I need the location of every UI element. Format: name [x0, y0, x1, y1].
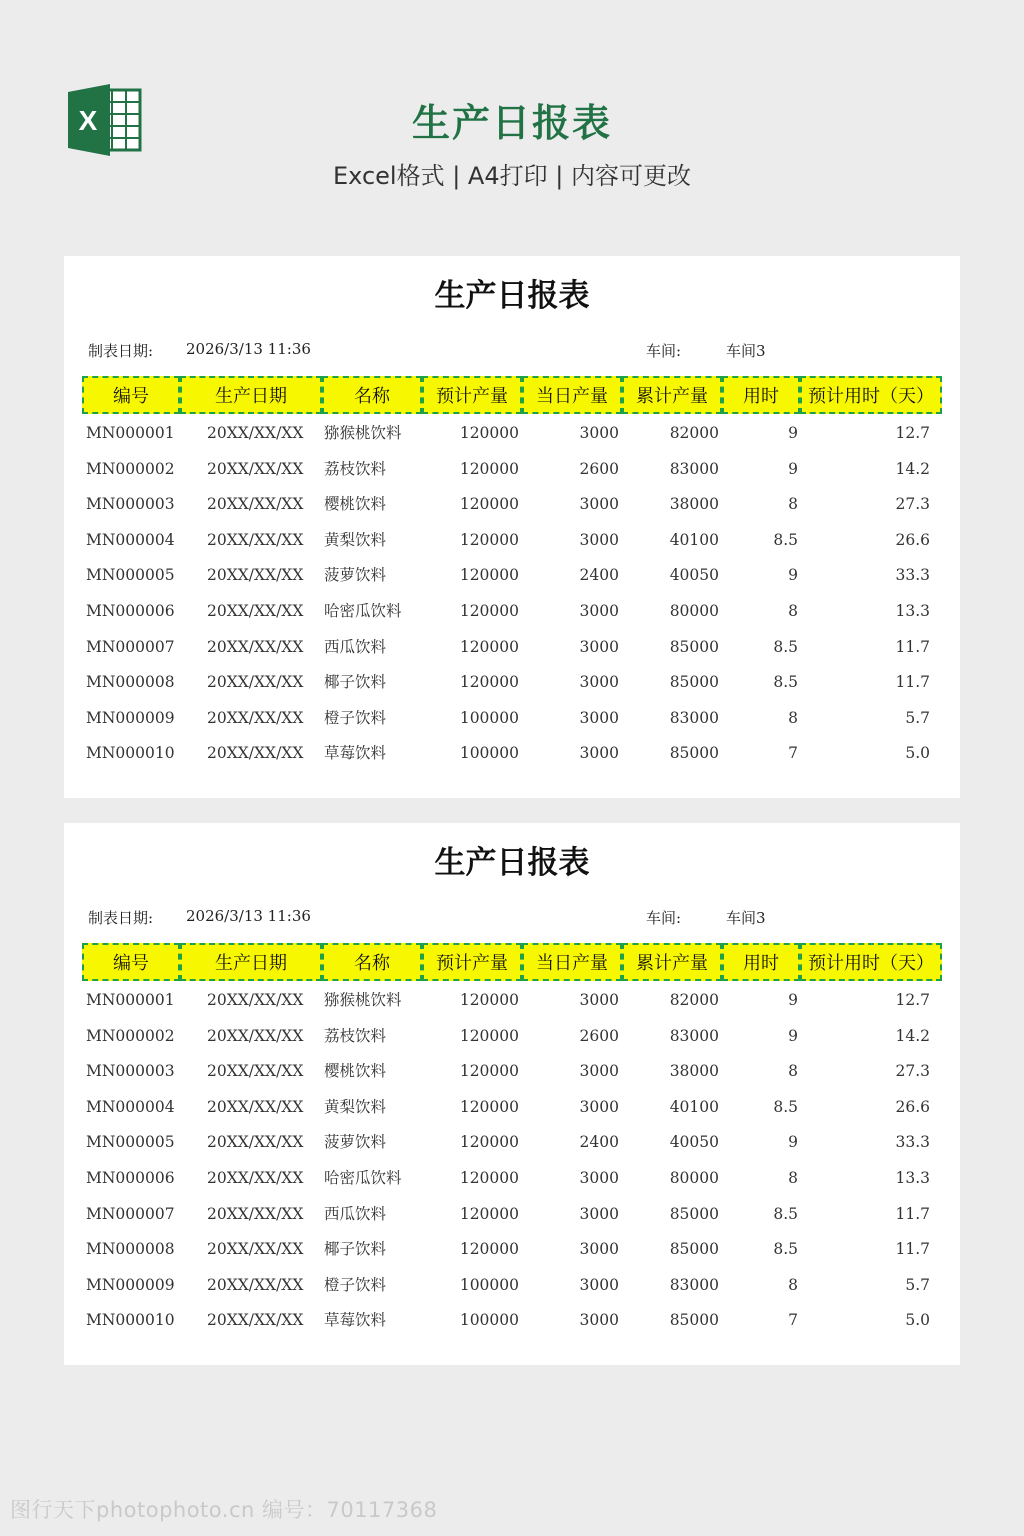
- row-hours: 8: [788, 1062, 798, 1081]
- row-daily-output: 3000: [579, 1097, 619, 1116]
- row-cumulative-output: 40050: [669, 1133, 719, 1152]
- row-production-date: 20XX/XX/XX: [207, 566, 304, 585]
- svg-text:X: X: [78, 105, 98, 136]
- table-row: [64, 452, 960, 488]
- row-production-date: 20XX/XX/XX: [207, 991, 304, 1009]
- table-row: [64, 983, 960, 1019]
- row-hours: 9: [788, 991, 798, 1009]
- row-daily-output: 3000: [579, 673, 619, 692]
- row-daily-output: 3000: [579, 744, 619, 763]
- row-planned-output: 100000: [459, 1275, 519, 1294]
- row-planned-output: 120000: [459, 424, 519, 442]
- row-hours: 9: [788, 1133, 798, 1152]
- report-sheet: [64, 823, 960, 1365]
- row-daily-output: 3000: [579, 1204, 619, 1223]
- row-production-date: 20XX/XX/XX: [207, 530, 304, 549]
- col-header-name: 名称: [322, 943, 422, 981]
- table-row: [64, 665, 960, 701]
- row-planned-output: 120000: [459, 1026, 519, 1045]
- row-daily-output: 3000: [579, 530, 619, 549]
- table-row: [64, 1303, 960, 1339]
- workshop-label: 车间:: [646, 909, 682, 927]
- row-cumulative-output: 38000: [669, 495, 719, 514]
- row-estimated-days: 5.7: [905, 1275, 930, 1294]
- row-hours: 9: [788, 1026, 798, 1045]
- table-row: [64, 1090, 960, 1126]
- row-id: MN000002: [86, 1026, 175, 1045]
- row-planned-output: 100000: [459, 1311, 519, 1330]
- row-daily-output: 3000: [579, 1062, 619, 1081]
- row-estimated-days: 33.3: [895, 1133, 930, 1152]
- col-header-name: 名称: [322, 376, 422, 414]
- row-hours: 8.5: [773, 530, 798, 549]
- row-cumulative-output: 85000: [669, 1311, 719, 1330]
- row-product-name: 西瓜饮料: [324, 637, 387, 656]
- table-row: [64, 1054, 960, 1090]
- row-estimated-days: 27.3: [895, 495, 930, 514]
- table-row: [64, 1268, 960, 1304]
- row-cumulative-output: 80000: [669, 1168, 719, 1187]
- col-header-cumulative-output: 累计产量: [622, 376, 722, 414]
- row-planned-output: 120000: [459, 991, 519, 1009]
- row-hours: 8: [788, 1275, 798, 1294]
- row-daily-output: 3000: [579, 1311, 619, 1330]
- row-cumulative-output: 40100: [669, 1097, 719, 1116]
- row-production-date: 20XX/XX/XX: [207, 673, 304, 692]
- row-estimated-days: 26.6: [895, 1097, 930, 1116]
- row-production-date: 20XX/XX/XX: [207, 637, 304, 656]
- table-row: [64, 487, 960, 523]
- row-production-date: 20XX/XX/XX: [207, 1168, 304, 1187]
- row-cumulative-output: 82000: [669, 424, 719, 442]
- row-cumulative-output: 38000: [669, 1062, 719, 1081]
- row-cumulative-output: 80000: [669, 601, 719, 620]
- row-id: MN000001: [86, 424, 175, 442]
- table-row: [64, 630, 960, 666]
- row-estimated-days: 12.7: [895, 991, 930, 1009]
- row-hours: 9: [788, 459, 798, 478]
- row-production-date: 20XX/XX/XX: [207, 459, 304, 478]
- table-row: [64, 416, 960, 452]
- date-label: 制表日期:: [88, 342, 154, 360]
- row-hours: 9: [788, 566, 798, 585]
- table-row: [64, 1232, 960, 1268]
- row-product-name: 草莓饮料: [324, 744, 387, 763]
- row-planned-output: 120000: [459, 495, 519, 514]
- row-product-name: 黄梨饮料: [324, 1097, 387, 1116]
- col-header-daily-output: 当日产量: [522, 943, 622, 981]
- row-product-name: 黄梨饮料: [324, 530, 387, 549]
- row-id: MN000007: [86, 637, 175, 656]
- row-planned-output: 120000: [459, 1204, 519, 1223]
- row-estimated-days: 5.7: [905, 708, 930, 727]
- row-product-name: 椰子饮料: [324, 1240, 387, 1259]
- row-daily-output: 3000: [579, 601, 619, 620]
- row-daily-output: 3000: [579, 1275, 619, 1294]
- row-product-name: 荔枝饮料: [324, 459, 387, 478]
- row-product-name: 猕猴桃饮料: [324, 424, 402, 442]
- report-sheet: [64, 256, 960, 798]
- row-daily-output: 3000: [579, 1168, 619, 1187]
- page-header: [0, 0, 1024, 230]
- row-daily-output: 3000: [579, 1240, 619, 1259]
- col-header-id: 编号: [82, 376, 180, 414]
- date-value: 2026/3/13 11:36: [186, 340, 311, 358]
- row-id: MN000009: [86, 708, 175, 727]
- table-row: [64, 1019, 960, 1055]
- row-hours: 8.5: [773, 673, 798, 692]
- row-cumulative-output: 85000: [669, 673, 719, 692]
- row-estimated-days: 5.0: [905, 1311, 930, 1330]
- row-product-name: 椰子饮料: [324, 673, 387, 692]
- row-planned-output: 120000: [459, 1097, 519, 1116]
- row-id: MN000005: [86, 1133, 175, 1152]
- table-row: [64, 701, 960, 737]
- row-product-name: 西瓜饮料: [324, 1204, 387, 1223]
- row-hours: 8.5: [773, 1204, 798, 1223]
- row-planned-output: 120000: [459, 1240, 519, 1259]
- row-estimated-days: 5.0: [905, 744, 930, 763]
- row-estimated-days: 11.7: [895, 673, 930, 692]
- row-product-name: 樱桃饮料: [324, 495, 387, 514]
- row-id: MN000007: [86, 1204, 175, 1223]
- row-product-name: 菠萝饮料: [324, 566, 387, 585]
- row-planned-output: 120000: [459, 459, 519, 478]
- row-hours: 8: [788, 708, 798, 727]
- row-id: MN000005: [86, 566, 175, 585]
- row-planned-output: 120000: [459, 530, 519, 549]
- row-planned-output: 120000: [459, 673, 519, 692]
- row-estimated-days: 14.2: [895, 459, 930, 478]
- row-product-name: 橙子饮料: [324, 708, 387, 727]
- date-value: 2026/3/13 11:36: [186, 907, 311, 925]
- col-header-production-date: 生产日期: [180, 376, 322, 414]
- col-header-planned-output: 预计产量: [422, 376, 522, 414]
- row-hours: 7: [788, 1311, 798, 1330]
- row-estimated-days: 26.6: [895, 530, 930, 549]
- row-id: MN000008: [86, 673, 175, 692]
- row-planned-output: 120000: [459, 1062, 519, 1081]
- col-header-id: 编号: [82, 943, 180, 981]
- row-estimated-days: 27.3: [895, 1062, 930, 1081]
- watermark: 图行天下photophoto.cn 编号：70117368: [10, 1498, 438, 1522]
- workshop-value: 车间3: [726, 909, 766, 927]
- row-cumulative-output: 83000: [669, 1275, 719, 1294]
- row-estimated-days: 33.3: [895, 566, 930, 585]
- row-cumulative-output: 85000: [669, 744, 719, 763]
- row-id: MN000010: [86, 744, 175, 763]
- row-product-name: 橙子饮料: [324, 1275, 387, 1294]
- col-header-production-date: 生产日期: [180, 943, 322, 981]
- row-product-name: 荔枝饮料: [324, 1026, 387, 1045]
- row-production-date: 20XX/XX/XX: [207, 1240, 304, 1259]
- table-header-row: [82, 376, 942, 414]
- row-product-name: 猕猴桃饮料: [324, 991, 402, 1009]
- row-id: MN000004: [86, 530, 175, 549]
- row-id: MN000003: [86, 495, 175, 514]
- row-estimated-days: 13.3: [895, 601, 930, 620]
- date-label: 制表日期:: [88, 909, 154, 927]
- row-daily-output: 3000: [579, 991, 619, 1009]
- col-header-hours: 用时: [722, 376, 800, 414]
- page-title: 生产日报表: [411, 101, 612, 145]
- row-id: MN000006: [86, 1168, 175, 1187]
- row-hours: 8.5: [773, 1240, 798, 1259]
- row-production-date: 20XX/XX/XX: [207, 708, 304, 727]
- row-estimated-days: 11.7: [895, 637, 930, 656]
- sheet-title: 生产日报表: [434, 278, 590, 314]
- col-header-planned-output: 预计产量: [422, 943, 522, 981]
- row-cumulative-output: 82000: [669, 991, 719, 1009]
- row-daily-output: 2400: [579, 1133, 619, 1152]
- row-planned-output: 100000: [459, 708, 519, 727]
- row-cumulative-output: 83000: [669, 1026, 719, 1045]
- col-header-cumulative-output: 累计产量: [622, 943, 722, 981]
- row-product-name: 草莓饮料: [324, 1311, 387, 1330]
- row-production-date: 20XX/XX/XX: [207, 1133, 304, 1152]
- table-body: [64, 416, 960, 772]
- row-cumulative-output: 85000: [669, 1204, 719, 1223]
- row-planned-output: 100000: [459, 744, 519, 763]
- row-product-name: 樱桃饮料: [324, 1062, 387, 1081]
- row-cumulative-output: 83000: [669, 708, 719, 727]
- row-planned-output: 120000: [459, 1133, 519, 1152]
- row-daily-output: 3000: [579, 637, 619, 656]
- row-planned-output: 120000: [459, 566, 519, 585]
- row-cumulative-output: 40100: [669, 530, 719, 549]
- row-production-date: 20XX/XX/XX: [207, 1097, 304, 1116]
- table-header-row: [82, 943, 942, 981]
- row-id: MN000001: [86, 991, 175, 1009]
- row-daily-output: 3000: [579, 495, 619, 514]
- row-estimated-days: 11.7: [895, 1240, 930, 1259]
- row-id: MN000006: [86, 601, 175, 620]
- row-daily-output: 2600: [579, 459, 619, 478]
- row-hours: 8: [788, 495, 798, 514]
- row-production-date: 20XX/XX/XX: [207, 1311, 304, 1330]
- row-planned-output: 120000: [459, 1168, 519, 1187]
- row-id: MN000009: [86, 1275, 175, 1294]
- row-product-name: 哈密瓜饮料: [324, 601, 402, 620]
- row-planned-output: 120000: [459, 637, 519, 656]
- workshop-label: 车间:: [646, 342, 682, 360]
- table-row: [64, 1125, 960, 1161]
- table-row: [64, 558, 960, 594]
- row-cumulative-output: 85000: [669, 1240, 719, 1259]
- row-id: MN000003: [86, 1062, 175, 1081]
- row-production-date: 20XX/XX/XX: [207, 1026, 304, 1045]
- row-production-date: 20XX/XX/XX: [207, 424, 304, 442]
- row-cumulative-output: 40050: [669, 566, 719, 585]
- row-hours: 7: [788, 744, 798, 763]
- row-daily-output: 3000: [579, 424, 619, 442]
- row-production-date: 20XX/XX/XX: [207, 1275, 304, 1294]
- row-product-name: 哈密瓜饮料: [324, 1168, 402, 1187]
- row-daily-output: 3000: [579, 708, 619, 727]
- row-production-date: 20XX/XX/XX: [207, 495, 304, 514]
- row-production-date: 20XX/XX/XX: [207, 1062, 304, 1081]
- row-daily-output: 2600: [579, 1026, 619, 1045]
- row-cumulative-output: 85000: [669, 637, 719, 656]
- sheet-title: 生产日报表: [434, 845, 590, 881]
- table-row: [64, 594, 960, 630]
- row-id: MN000002: [86, 459, 175, 478]
- row-production-date: 20XX/XX/XX: [207, 744, 304, 763]
- row-id: MN000004: [86, 1097, 175, 1116]
- table-row: [64, 523, 960, 559]
- col-header-estimated-days: 预计用时（天）: [800, 376, 942, 414]
- table-row: [64, 1197, 960, 1233]
- row-cumulative-output: 83000: [669, 459, 719, 478]
- workshop-value: 车间3: [726, 342, 766, 360]
- table-row: [64, 1161, 960, 1197]
- row-production-date: 20XX/XX/XX: [207, 1204, 304, 1223]
- row-hours: 9: [788, 424, 798, 442]
- row-production-date: 20XX/XX/XX: [207, 601, 304, 620]
- row-id: MN000010: [86, 1311, 175, 1330]
- col-header-daily-output: 当日产量: [522, 376, 622, 414]
- row-id: MN000008: [86, 1240, 175, 1259]
- row-planned-output: 120000: [459, 601, 519, 620]
- table-row: [64, 736, 960, 772]
- row-estimated-days: 13.3: [895, 1168, 930, 1187]
- row-estimated-days: 12.7: [895, 424, 930, 442]
- row-hours: 8: [788, 1168, 798, 1187]
- page-subtitle: Excel格式 | A4打印 | 内容可更改: [333, 162, 691, 190]
- row-hours: 8.5: [773, 637, 798, 656]
- table-body: [64, 983, 960, 1339]
- row-estimated-days: 14.2: [895, 1026, 930, 1045]
- col-header-estimated-days: 预计用时（天）: [800, 943, 942, 981]
- row-hours: 8.5: [773, 1097, 798, 1116]
- row-daily-output: 2400: [579, 566, 619, 585]
- row-hours: 8: [788, 601, 798, 620]
- col-header-hours: 用时: [722, 943, 800, 981]
- row-estimated-days: 11.7: [895, 1204, 930, 1223]
- row-product-name: 菠萝饮料: [324, 1133, 387, 1152]
